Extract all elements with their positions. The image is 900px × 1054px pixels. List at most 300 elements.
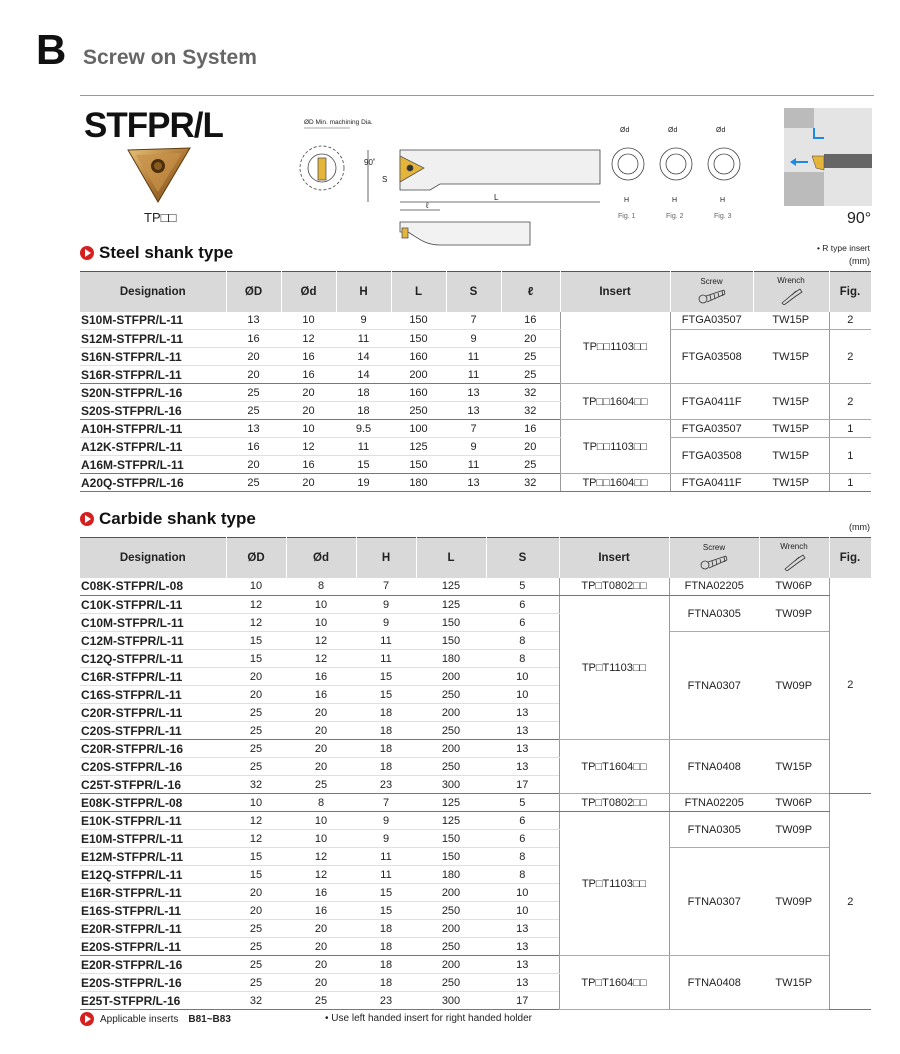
wrench-cell: TW15P — [759, 740, 829, 794]
col-wrench-label: Wrench — [780, 541, 808, 551]
designation-cell: A16M-STFPR/L-11 — [80, 456, 226, 474]
value-cell: 20 — [226, 456, 281, 474]
value-cell: 12 — [286, 632, 356, 650]
value-cell: 11 — [446, 348, 501, 366]
value-cell: 18 — [356, 704, 416, 722]
screw-icon — [697, 288, 727, 304]
table-row — [80, 330, 871, 348]
wrench-cell: TW09P — [759, 812, 829, 848]
value-cell: 18 — [356, 938, 416, 956]
designation-cell: E10M-STFPR/L-11 — [80, 830, 226, 848]
designation-cell: C20S-STFPR/L-16 — [80, 758, 226, 776]
col-h: H — [356, 538, 416, 578]
value-cell: 125 — [416, 794, 486, 812]
value-cell: 125 — [416, 596, 486, 614]
value-cell: 13 — [486, 740, 559, 758]
value-cell: 25 — [226, 384, 281, 402]
screw-cell: FTGA03508 — [670, 330, 753, 384]
value-cell: 15 — [226, 866, 286, 884]
designation-cell: E16S-STFPR/L-11 — [80, 902, 226, 920]
fig3-od-label: Ød — [716, 127, 726, 134]
value-cell: 25 — [226, 704, 286, 722]
fig1-h-label: H — [624, 197, 630, 204]
value-cell: 32 — [501, 474, 560, 492]
col-s: S — [486, 538, 559, 578]
screw-cell: FTNA02205 — [669, 794, 759, 812]
value-cell: 150 — [416, 632, 486, 650]
carbide-unit: (mm) — [849, 522, 870, 532]
value-cell: 11 — [336, 330, 391, 348]
value-cell: 20 — [286, 704, 356, 722]
value-cell: 20 — [501, 438, 560, 456]
value-cell: 180 — [391, 474, 446, 492]
col-screw — [670, 272, 753, 312]
col-fig: Fig. — [829, 538, 871, 578]
insert-cell: TP□□1604□□ — [560, 384, 670, 420]
value-cell: 20 — [501, 330, 560, 348]
insert-cell: TP□T1103□□ — [559, 812, 669, 956]
value-cell: 8 — [486, 866, 559, 884]
value-cell: 125 — [416, 578, 486, 596]
steel-table — [80, 271, 872, 492]
value-cell: 7 — [446, 420, 501, 438]
value-cell: 17 — [486, 992, 559, 1010]
value-cell: 13 — [486, 938, 559, 956]
value-cell: 11 — [446, 456, 501, 474]
value-cell: 12 — [281, 438, 336, 456]
value-cell: 25 — [226, 920, 286, 938]
table-row — [80, 848, 871, 866]
value-cell: 17 — [486, 776, 559, 794]
screw-cell: FTGA0411F — [670, 474, 753, 492]
col-insert: Insert — [560, 272, 670, 312]
value-cell: 32 — [226, 776, 286, 794]
col-s: S — [446, 272, 501, 312]
value-cell: 18 — [356, 740, 416, 758]
value-cell: 12 — [286, 848, 356, 866]
wrench-cell: TW09P — [759, 848, 829, 956]
value-cell: 10 — [486, 686, 559, 704]
value-cell: 200 — [416, 704, 486, 722]
designation-cell: E20R-STFPR/L-16 — [80, 956, 226, 974]
triangle-insert-icon — [118, 144, 198, 206]
value-cell: 15 — [336, 456, 391, 474]
carbide-table — [80, 537, 872, 1010]
value-cell: 25 — [286, 992, 356, 1010]
value-cell: 250 — [416, 686, 486, 704]
min-dia-label: ØD Min. machining Dia. — [304, 119, 373, 126]
section-title: Screw on System — [83, 46, 257, 69]
value-cell: 10 — [226, 578, 286, 596]
value-cell: 11 — [446, 366, 501, 384]
designation-cell: S16N-STFPR/L-11 — [80, 348, 226, 366]
value-cell: 12 — [226, 614, 286, 632]
value-cell: 18 — [356, 920, 416, 938]
col-od-big: ØD — [226, 538, 286, 578]
designation-cell: A10H-STFPR/L-11 — [80, 420, 226, 438]
value-cell: 10 — [286, 596, 356, 614]
value-cell: 13 — [486, 974, 559, 992]
value-cell: 20 — [286, 740, 356, 758]
designation-cell: E12M-STFPR/L-11 — [80, 848, 226, 866]
screw-cell: FTNA0408 — [669, 956, 759, 1010]
fig3-h-label: H — [720, 197, 726, 204]
value-cell: 6 — [486, 596, 559, 614]
wrench-icon — [781, 553, 807, 571]
value-cell: 10 — [486, 884, 559, 902]
fig1-section — [612, 127, 644, 220]
value-cell: 25 — [286, 776, 356, 794]
value-cell: 8 — [286, 578, 356, 596]
fig2-od-label: Ød — [668, 127, 678, 134]
value-cell: 9 — [446, 330, 501, 348]
screw-cell: FTNA0305 — [669, 596, 759, 632]
value-cell: 18 — [356, 956, 416, 974]
screw-cell: FTNA0307 — [669, 848, 759, 956]
value-cell: 250 — [416, 938, 486, 956]
value-cell: 16 — [501, 420, 560, 438]
value-cell: 16 — [501, 312, 560, 330]
value-cell: 11 — [336, 438, 391, 456]
l-small-label: ℓ — [426, 201, 429, 210]
value-cell: 13 — [446, 474, 501, 492]
divider — [80, 95, 874, 96]
value-cell: 20 — [286, 938, 356, 956]
value-cell: 150 — [391, 312, 446, 330]
fig1-label: Fig. 1 — [618, 213, 636, 220]
wrench-icon — [778, 287, 804, 305]
value-cell: 10 — [281, 312, 336, 330]
value-cell: 9 — [446, 438, 501, 456]
value-cell: 13 — [486, 920, 559, 938]
value-cell: 125 — [391, 438, 446, 456]
designation-cell: E20S-STFPR/L-16 — [80, 974, 226, 992]
value-cell: 13 — [486, 956, 559, 974]
value-cell: 16 — [286, 902, 356, 920]
value-cell: 150 — [391, 456, 446, 474]
value-cell: 6 — [486, 614, 559, 632]
value-cell: 32 — [501, 402, 560, 420]
footer-applicable — [80, 1012, 231, 1026]
value-cell: 300 — [416, 776, 486, 794]
designation-cell: C10M-STFPR/L-11 — [80, 614, 226, 632]
fig-cell: 2 — [829, 578, 871, 794]
col-screw-label: Screw — [700, 276, 723, 286]
table-row — [80, 474, 871, 492]
value-cell: 150 — [416, 614, 486, 632]
wrench-cell: TW15P — [753, 384, 829, 420]
value-cell: 10 — [226, 794, 286, 812]
col-l-small: ℓ — [501, 272, 560, 312]
value-cell: 10 — [286, 614, 356, 632]
value-cell: 25 — [226, 938, 286, 956]
value-cell: 25 — [226, 974, 286, 992]
value-cell: 10 — [286, 830, 356, 848]
fig-cell: 1 — [829, 420, 871, 438]
value-cell: 150 — [391, 330, 446, 348]
col-designation: Designation — [80, 272, 226, 312]
carbide-heading-text: Carbide shank type — [99, 509, 256, 528]
arrow-circle-icon — [80, 512, 94, 526]
value-cell: 10 — [486, 902, 559, 920]
table-row — [80, 632, 871, 650]
value-cell: 20 — [226, 884, 286, 902]
value-cell: 18 — [336, 402, 391, 420]
value-cell: 13 — [446, 402, 501, 420]
value-cell: 100 — [391, 420, 446, 438]
table-row — [80, 420, 871, 438]
value-cell: 15 — [356, 686, 416, 704]
value-cell: 15 — [226, 650, 286, 668]
table-row — [80, 740, 871, 758]
value-cell: 20 — [286, 956, 356, 974]
value-cell: 16 — [286, 686, 356, 704]
insert-cell: TP□T0802□□ — [559, 794, 669, 812]
value-cell: 180 — [416, 866, 486, 884]
screw-cell: FTGA03507 — [670, 312, 753, 330]
value-cell: 16 — [226, 438, 281, 456]
value-cell: 200 — [416, 884, 486, 902]
col-wrench — [759, 538, 829, 578]
wrench-cell: TW15P — [753, 312, 829, 330]
value-cell: 20 — [226, 668, 286, 686]
designation-cell: S20S-STFPR/L-16 — [80, 402, 226, 420]
designation-cell: A12K-STFPR/L-11 — [80, 438, 226, 456]
col-screw — [669, 538, 759, 578]
designation-cell: C12M-STFPR/L-11 — [80, 632, 226, 650]
steel-heading-text: Steel shank type — [99, 243, 234, 262]
screw-cell: FTGA03508 — [670, 438, 753, 474]
value-cell: 13 — [226, 312, 281, 330]
value-cell: 15 — [356, 668, 416, 686]
l-big-label: L — [494, 193, 499, 202]
value-cell: 8 — [486, 650, 559, 668]
value-cell: 200 — [416, 668, 486, 686]
value-cell: 15 — [356, 902, 416, 920]
steel-unit: (mm) — [849, 256, 870, 266]
value-cell: 250 — [416, 758, 486, 776]
value-cell: 20 — [286, 974, 356, 992]
value-cell: 11 — [356, 866, 416, 884]
designation-cell: C10K-STFPR/L-11 — [80, 596, 226, 614]
value-cell: 160 — [391, 384, 446, 402]
value-cell: 9 — [356, 812, 416, 830]
value-cell: 16 — [281, 456, 336, 474]
wrench-cell: TW15P — [753, 474, 829, 492]
designation-cell: A20Q-STFPR/L-16 — [80, 474, 226, 492]
value-cell: 20 — [286, 722, 356, 740]
col-screw-label: Screw — [702, 542, 726, 552]
s-label: S — [382, 175, 388, 184]
designation-cell: E10K-STFPR/L-11 — [80, 812, 226, 830]
value-cell: 9 — [356, 830, 416, 848]
value-cell: 180 — [416, 650, 486, 668]
value-cell: 150 — [416, 830, 486, 848]
col-od-small: Ød — [281, 272, 336, 312]
value-cell: 16 — [281, 348, 336, 366]
value-cell: 9 — [356, 614, 416, 632]
value-cell: 11 — [356, 848, 416, 866]
designation-cell: E20S-STFPR/L-11 — [80, 938, 226, 956]
fig2-h-label: H — [672, 197, 678, 204]
value-cell: 14 — [336, 348, 391, 366]
screw-cell: FTNA0307 — [669, 632, 759, 740]
value-cell: 6 — [486, 812, 559, 830]
col-od-big: ØD — [226, 272, 281, 312]
value-cell: 250 — [416, 722, 486, 740]
value-cell: 8 — [486, 632, 559, 650]
table-row — [80, 578, 871, 596]
screw-cell: FTGA03507 — [670, 420, 753, 438]
designation-cell: C20S-STFPR/L-11 — [80, 722, 226, 740]
value-cell: 160 — [391, 348, 446, 366]
value-cell: 9 — [356, 596, 416, 614]
machining-illustration — [784, 108, 872, 206]
value-cell: 25 — [226, 402, 281, 420]
value-cell: 250 — [416, 974, 486, 992]
fig3-label: Fig. 3 — [714, 213, 732, 220]
value-cell: 25 — [501, 366, 560, 384]
value-cell: 20 — [226, 902, 286, 920]
footer-note: • Use left handed insert for right handed holder — [325, 1013, 532, 1024]
designation-cell: E25T-STFPR/L-16 — [80, 992, 226, 1010]
fig1-od-label: Ød — [620, 127, 630, 134]
screw-icon — [699, 554, 729, 570]
value-cell: 13 — [226, 420, 281, 438]
value-cell: 13 — [486, 758, 559, 776]
screw-cell: FTNA0408 — [669, 740, 759, 794]
value-cell: 19 — [336, 474, 391, 492]
value-cell: 12 — [226, 596, 286, 614]
value-cell: 25 — [501, 456, 560, 474]
value-cell: 5 — [486, 794, 559, 812]
value-cell: 250 — [416, 902, 486, 920]
value-cell: 300 — [416, 992, 486, 1010]
designation-cell: C08K-STFPR/L-08 — [80, 578, 226, 596]
col-insert: Insert — [559, 538, 669, 578]
value-cell: 23 — [356, 776, 416, 794]
wrench-cell: TW09P — [759, 596, 829, 632]
value-cell: 13 — [486, 704, 559, 722]
screw-cell: FTGA0411F — [670, 384, 753, 420]
col-l: L — [416, 538, 486, 578]
value-cell: 9 — [336, 312, 391, 330]
value-cell: 10 — [486, 668, 559, 686]
value-cell: 7 — [356, 794, 416, 812]
designation-cell: S16R-STFPR/L-11 — [80, 366, 226, 384]
value-cell: 20 — [281, 474, 336, 492]
wrench-cell: TW15P — [753, 438, 829, 474]
value-cell: 20 — [226, 366, 281, 384]
insert-cell: TP□T1604□□ — [559, 956, 669, 1010]
table-row — [80, 956, 871, 974]
value-cell: 16 — [286, 668, 356, 686]
value-cell: 11 — [356, 650, 416, 668]
value-cell: 32 — [501, 384, 560, 402]
designation-cell: S12M-STFPR/L-11 — [80, 330, 226, 348]
screw-cell: FTNA02205 — [669, 578, 759, 596]
value-cell: 200 — [391, 366, 446, 384]
value-cell: 12 — [281, 330, 336, 348]
value-cell: 11 — [356, 632, 416, 650]
value-cell: 7 — [356, 578, 416, 596]
designation-cell: C12Q-STFPR/L-11 — [80, 650, 226, 668]
value-cell: 25 — [226, 758, 286, 776]
wrench-cell: TW06P — [759, 578, 829, 596]
section-letter: B — [36, 26, 67, 73]
designation-cell: C16S-STFPR/L-11 — [80, 686, 226, 704]
value-cell: 12 — [286, 866, 356, 884]
fig-cell: 1 — [829, 438, 871, 474]
value-cell: 25 — [226, 740, 286, 758]
designation-cell: S10M-STFPR/L-11 — [80, 312, 226, 330]
fig3-section — [708, 127, 740, 220]
insert-cell: TP□□1103□□ — [560, 312, 670, 384]
table-row — [80, 312, 871, 330]
wrench-cell: TW09P — [759, 632, 829, 740]
col-wrench-label: Wrench — [777, 275, 805, 285]
wrench-cell: TW15P — [753, 420, 829, 438]
value-cell: 13 — [446, 384, 501, 402]
value-cell: 15 — [356, 884, 416, 902]
value-cell: 7 — [446, 312, 501, 330]
value-cell: 12 — [226, 812, 286, 830]
value-cell: 20 — [286, 920, 356, 938]
value-cell: 25 — [501, 348, 560, 366]
applicable-inserts-label: Applicable inserts — [100, 1013, 179, 1025]
designation-cell: C25T-STFPR/L-16 — [80, 776, 226, 794]
value-cell: 25 — [226, 956, 286, 974]
value-cell: 18 — [356, 722, 416, 740]
arrow-circle-icon — [80, 246, 94, 260]
value-cell: 18 — [356, 758, 416, 776]
table-row — [80, 812, 871, 830]
value-cell: 200 — [416, 956, 486, 974]
angle-90-label: 90° — [847, 210, 872, 227]
arrow-circle-icon — [80, 1012, 94, 1026]
value-cell: 6 — [486, 830, 559, 848]
applicable-pages-link[interactable]: B81~B83 — [188, 1013, 231, 1025]
value-cell: 8 — [486, 848, 559, 866]
fig2-label: Fig. 2 — [666, 213, 684, 220]
designation-cell: C20R-STFPR/L-16 — [80, 740, 226, 758]
value-cell: 200 — [416, 740, 486, 758]
wrench-cell: TW15P — [753, 330, 829, 384]
value-cell: 13 — [486, 722, 559, 740]
value-cell: 15 — [226, 848, 286, 866]
col-od-small: Ød — [286, 538, 356, 578]
col-designation: Designation — [80, 538, 226, 578]
insert-cell: TP□T1604□□ — [559, 740, 669, 794]
designation-cell: S20N-STFPR/L-16 — [80, 384, 226, 402]
insert-cell: TP□T1103□□ — [559, 596, 669, 740]
value-cell: 150 — [416, 848, 486, 866]
value-cell: 20 — [226, 348, 281, 366]
value-cell: 12 — [226, 830, 286, 848]
fig-cell: 2 — [829, 384, 871, 420]
value-cell: 15 — [226, 632, 286, 650]
table-row — [80, 596, 871, 614]
value-cell: 20 — [281, 402, 336, 420]
designation-cell: C16R-STFPR/L-11 — [80, 668, 226, 686]
value-cell: 16 — [226, 330, 281, 348]
model-title: STFPR/L — [84, 106, 223, 145]
insert-cell: TP□□1604□□ — [560, 474, 670, 492]
col-fig: Fig. — [829, 272, 871, 312]
insert-cell: TP□T0802□□ — [559, 578, 669, 596]
value-cell: 23 — [356, 992, 416, 1010]
table-row — [80, 438, 871, 456]
